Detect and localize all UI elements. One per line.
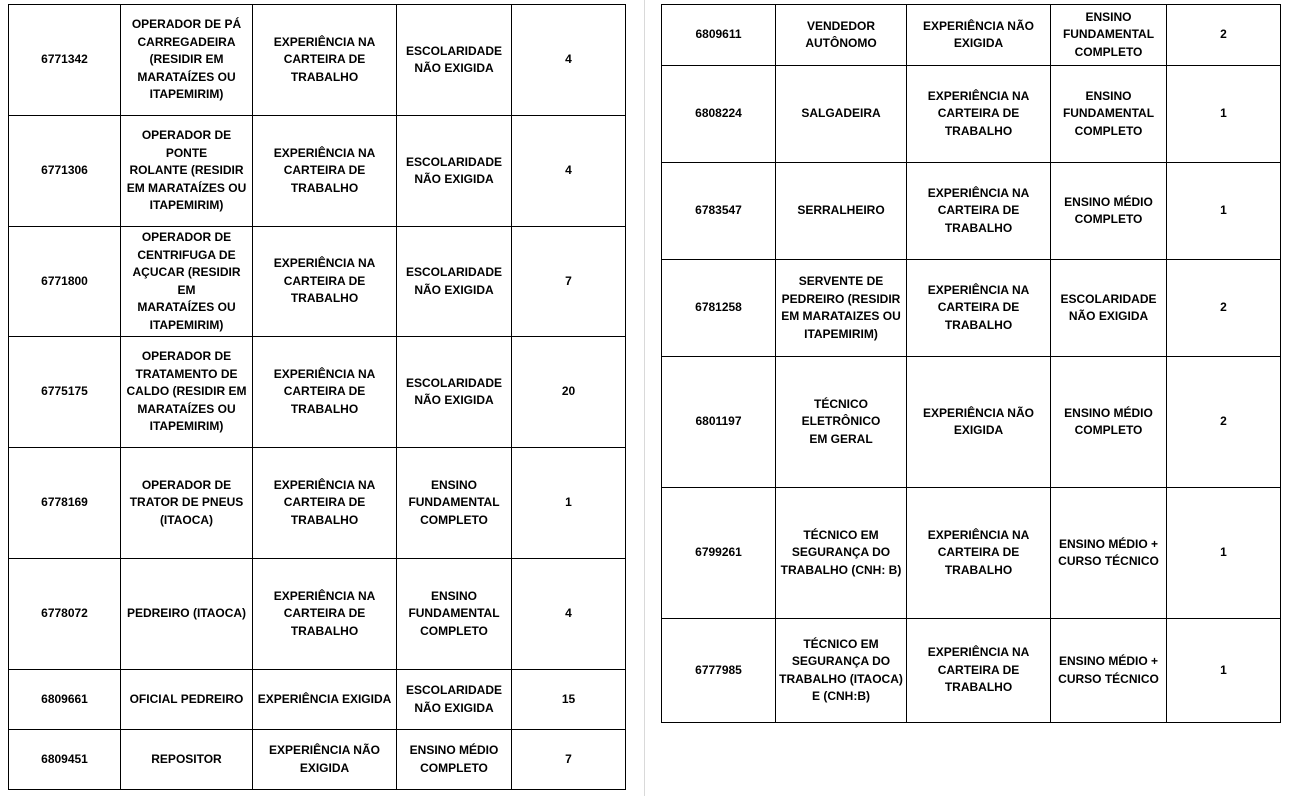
experience-requirement: EXPERIÊNCIA NA CARTEIRA DE TRABALHO <box>253 559 397 670</box>
vacancy-code: 6775175 <box>9 337 121 448</box>
vacancy-code: 6777985 <box>662 619 776 723</box>
vacancy-code: 6809451 <box>9 730 121 790</box>
occupation: SERVENTE DE PEDREIRO (RESIDIR EM MARATAIZES OU ITAPEMIRIM) <box>776 260 907 357</box>
vacancy-count: 1 <box>1167 66 1281 163</box>
occupation: VENDEDOR AUTÔNOMO <box>776 5 907 66</box>
vacancy-count: 4 <box>512 116 626 227</box>
experience-requirement: EXPERIÊNCIA NÃO EXIGIDA <box>253 730 397 790</box>
vacancy-count: 1 <box>1167 163 1281 260</box>
vacancy-count: 2 <box>1167 5 1281 66</box>
experience-requirement: EXPERIÊNCIA NA CARTEIRA DE TRABALHO <box>907 488 1051 619</box>
vacancy-code: 6809661 <box>9 670 121 730</box>
education-requirement: ESCOLARIDADE NÃO EXIGIDA <box>397 5 512 116</box>
occupation: SALGADEIRA <box>776 66 907 163</box>
vacancy-count: 15 <box>512 670 626 730</box>
occupation: TÉCNICO EM SEGURANÇA DO TRABALHO (CNH: B) <box>776 488 907 619</box>
vacancy-count: 1 <box>512 448 626 559</box>
occupation: OPERADOR DE CENTRIFUGA DE AÇUCAR (RESIDIR EM MARATAÍZES OU ITAPEMIRIM) <box>121 227 253 337</box>
education-requirement: ENSINO MÉDIO + CURSO TÉCNICO <box>1051 488 1167 619</box>
table-row <box>9 227 626 337</box>
table-row <box>662 260 1281 357</box>
occupation: PEDREIRO (ITAOCA) <box>121 559 253 670</box>
table-row <box>9 448 626 559</box>
vacancy-count: 2 <box>1167 357 1281 488</box>
table-row <box>662 163 1281 260</box>
education-requirement: ENSINO MÉDIO COMPLETO <box>397 730 512 790</box>
vacancy-count: 2 <box>1167 260 1281 357</box>
vacancy-code: 6781258 <box>662 260 776 357</box>
experience-requirement: EXPERIÊNCIA NA CARTEIRA DE TRABALHO <box>253 227 397 337</box>
education-requirement: ENSINO FUNDAMENTAL COMPLETO <box>397 448 512 559</box>
vacancy-count: 20 <box>512 337 626 448</box>
occupation: OPERADOR DE TRATOR DE PNEUS (ITAOCA) <box>121 448 253 559</box>
page-divider <box>644 0 645 796</box>
experience-requirement: EXPERIÊNCIA NA CARTEIRA DE TRABALHO <box>253 5 397 116</box>
occupation: TÉCNICO EM SEGURANÇA DO TRABALHO (ITAOCA) E (CNH:B) <box>776 619 907 723</box>
vacancy-code: 6778072 <box>9 559 121 670</box>
vacancy-count: 1 <box>1167 619 1281 723</box>
occupation: SERRALHEIRO <box>776 163 907 260</box>
experience-requirement: EXPERIÊNCIA NÃO EXIGIDA <box>907 357 1051 488</box>
vacancy-code: 6778169 <box>9 448 121 559</box>
education-requirement: ESCOLARIDADE NÃO EXIGIDA <box>397 670 512 730</box>
table-row <box>662 619 1281 723</box>
experience-requirement: EXPERIÊNCIA NA CARTEIRA DE TRABALHO <box>907 163 1051 260</box>
occupation: OFICIAL PEDREIRO <box>121 670 253 730</box>
vacancy-count: 7 <box>512 730 626 790</box>
table-row <box>662 5 1281 66</box>
job-vacancies-table-right <box>661 4 1281 723</box>
vacancy-code: 6809611 <box>662 5 776 66</box>
education-requirement: ENSINO FUNDAMENTAL COMPLETO <box>397 559 512 670</box>
job-vacancies-table-left <box>8 4 626 790</box>
table-row <box>662 357 1281 488</box>
table-row <box>9 116 626 227</box>
experience-requirement: EXPERIÊNCIA NA CARTEIRA DE TRABALHO <box>907 66 1051 163</box>
experience-requirement: EXPERIÊNCIA NA CARTEIRA DE TRABALHO <box>253 337 397 448</box>
table-row <box>9 670 626 730</box>
education-requirement: ESCOLARIDADE NÃO EXIGIDA <box>397 337 512 448</box>
experience-requirement: EXPERIÊNCIA EXIGIDA <box>253 670 397 730</box>
table-row <box>9 559 626 670</box>
experience-requirement: EXPERIÊNCIA NÃO EXIGIDA <box>907 5 1051 66</box>
experience-requirement: EXPERIÊNCIA NA CARTEIRA DE TRABALHO <box>253 448 397 559</box>
table-row <box>9 5 626 116</box>
education-requirement: ESCOLARIDADE NÃO EXIGIDA <box>397 116 512 227</box>
vacancy-code: 6771800 <box>9 227 121 337</box>
table-row <box>662 488 1281 619</box>
occupation: OPERADOR DE PONTE ROLANTE (RESIDIR EM MARATAÍZES OU ITAPEMIRIM) <box>121 116 253 227</box>
experience-requirement: EXPERIÊNCIA NA CARTEIRA DE TRABALHO <box>907 619 1051 723</box>
vacancy-code: 6799261 <box>662 488 776 619</box>
vacancy-count: 4 <box>512 5 626 116</box>
vacancy-code: 6801197 <box>662 357 776 488</box>
education-requirement: ENSINO FUNDAMENTAL COMPLETO <box>1051 66 1167 163</box>
education-requirement: ENSINO MÉDIO + CURSO TÉCNICO <box>1051 619 1167 723</box>
vacancy-code: 6808224 <box>662 66 776 163</box>
occupation: TÉCNICO ELETRÔNICO EM GERAL <box>776 357 907 488</box>
vacancy-count: 1 <box>1167 488 1281 619</box>
education-requirement: ESCOLARIDADE NÃO EXIGIDA <box>397 227 512 337</box>
vacancy-count: 4 <box>512 559 626 670</box>
occupation: OPERADOR DE PÁ CARREGADEIRA (RESIDIR EM MARATAÍZES OU ITAPEMIRIM) <box>121 5 253 116</box>
vacancy-count: 7 <box>512 227 626 337</box>
table-row <box>9 730 626 790</box>
vacancy-code: 6771342 <box>9 5 121 116</box>
vacancy-code: 6783547 <box>662 163 776 260</box>
education-requirement: ENSINO FUNDAMENTAL COMPLETO <box>1051 5 1167 66</box>
education-requirement: ENSINO MÉDIO COMPLETO <box>1051 163 1167 260</box>
experience-requirement: EXPERIÊNCIA NA CARTEIRA DE TRABALHO <box>253 116 397 227</box>
occupation: REPOSITOR <box>121 730 253 790</box>
education-requirement: ESCOLARIDADE NÃO EXIGIDA <box>1051 260 1167 357</box>
table-row <box>662 66 1281 163</box>
experience-requirement: EXPERIÊNCIA NA CARTEIRA DE TRABALHO <box>907 260 1051 357</box>
education-requirement: ENSINO MÉDIO COMPLETO <box>1051 357 1167 488</box>
table-row <box>9 337 626 448</box>
vacancy-code: 6771306 <box>9 116 121 227</box>
occupation: OPERADOR DE TRATAMENTO DE CALDO (RESIDIR EM MARATAÍZES OU ITAPEMIRIM) <box>121 337 253 448</box>
